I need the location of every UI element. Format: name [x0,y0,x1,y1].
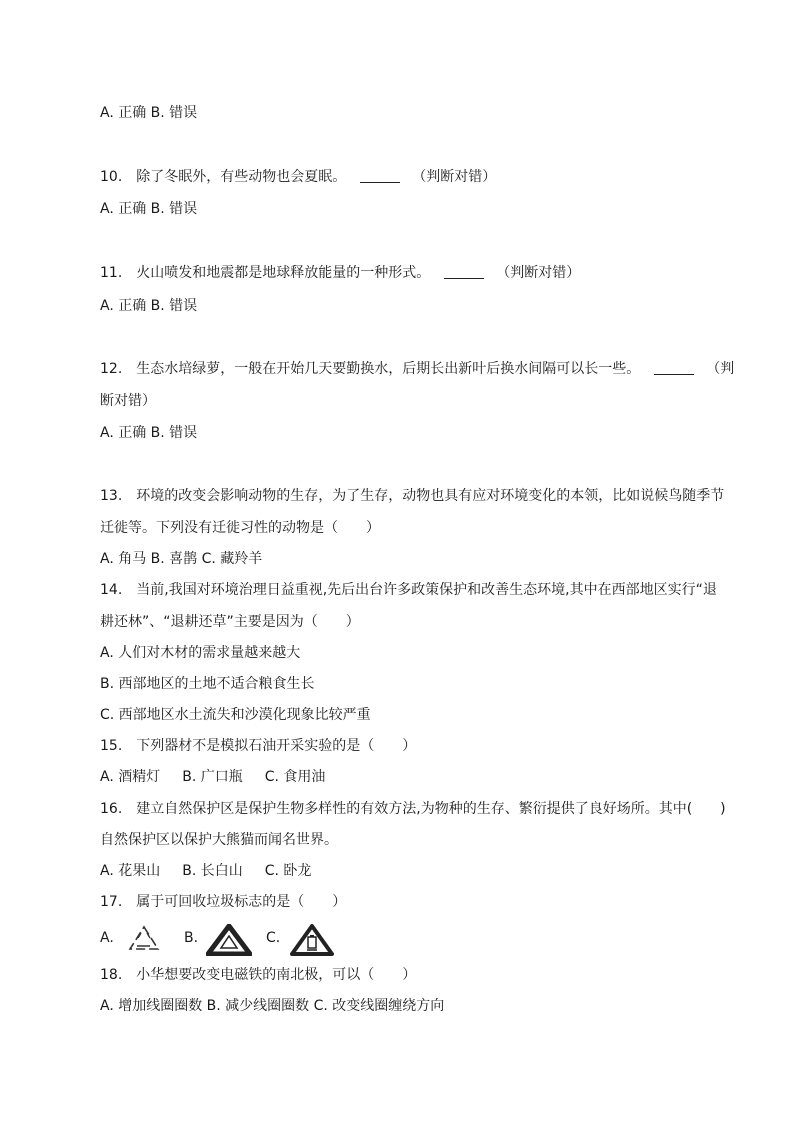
question-number: 14. [100,582,123,598]
q17-option-b: B. [184,930,199,946]
battery-recycle-icon [290,924,334,956]
question-number: 15. [100,738,123,754]
question-10 [100,167,496,187]
q15-options [100,767,325,787]
recycle-solid-icon [206,924,252,956]
q15-option-b: B. 广口瓶 [182,769,243,785]
answer-blank[interactable] [444,264,484,279]
question-17 [100,892,346,912]
question-16-line2: 自然保护区以保护大熊猫而闻名世界。 [100,832,338,848]
question-13-line2: 迁徙等。下列没有迁徙习性的动物是（ ） [100,520,380,536]
q16-option-c: C. 卧龙 [264,863,312,879]
question-11 [100,263,580,283]
question-number: 11. [100,265,123,281]
q17-option-a: A. [100,930,114,946]
question-14-line2: 耕还林”、“退耕还草”主要是因为（ ） [100,614,360,630]
question-text: 环境的改变会影响动物的生存，为了生存，动物也具有应对环境变化的本领，比如说候鸟随季节 [136,488,725,504]
q16-options [100,861,311,881]
q12-options: A. 正确 B. 错误 [100,425,198,441]
q16-option-a: A. 花果山 [100,863,161,879]
q16-option-b: B. 长白山 [182,863,243,879]
q9-options: A. 正确 B. 错误 [100,105,198,121]
recycle-outline-icon [126,924,162,952]
question-suffix: （判断对错） [496,265,581,281]
q15-option-a: A. 酒精灯 [100,769,161,785]
answer-blank[interactable] [360,168,400,183]
question-16 [100,799,726,819]
q14-option-c: C. 西部地区水土流失和沙漠化现象比较严重 [100,707,371,723]
question-text: 小华想要改变电磁铁的南北极，可以（ ） [136,967,417,983]
q15-option-c: C. 食用油 [264,769,326,785]
question-number: 12. [100,361,123,377]
question-text: 下列器材不是模拟石油开采实验的是（ ） [136,738,417,754]
q11-options: A. 正确 B. 错误 [100,298,198,314]
question-number: 17. [100,894,123,910]
q17-option-c: C. [266,930,281,946]
question-text: 属于可回收垃圾标志的是（ ） [136,894,347,910]
question-12 [100,359,734,379]
question-13 [100,486,724,506]
question-text: 生态水培绿萝，一般在开始几天要勤换水，后期长出新叶后换水间隔可以长一些。 [136,361,641,377]
question-text: 建立自然保护区是保护生物多样性的有效方法,为物种的生存、繁衍提供了良好场所。其中( ) [136,801,726,817]
question-18 [100,965,416,985]
question-suffix: （判断对错） [412,169,497,185]
q13-options: A. 角马 B. 喜鹊 C. 藏羚羊 [100,551,263,567]
q10-options: A. 正确 B. 错误 [100,201,198,217]
question-15 [100,736,416,756]
question-12-line2: 断对错） [100,393,156,409]
question-number: 18. [100,967,123,983]
question-text: 除了冬眠外，有些动物也会夏眠。 [136,169,347,185]
question-text: 火山喷发和地震都是地球释放能量的一种形式。 [136,265,431,281]
q18-options: A. 增加线圈圈数 B. 减少线圈圈数 C. 改变线圈缠绕方向 [100,998,445,1014]
question-number: 13. [100,488,123,504]
answer-blank[interactable] [654,360,694,375]
question-text: 当前,我国对环境治理日益重视,先后出台许多政策保护和改善生态环境,其中在西部地区实行“退 [136,582,717,598]
question-number: 16. [100,801,123,817]
q17-options [100,928,360,950]
q14-option-b: B. 西部地区的土地不适合粮食生长 [100,676,315,692]
q14-option-a: A. 人们对木材的需求量越来越大 [100,645,301,661]
question-suffix: （判 [706,361,735,377]
question-14 [100,580,717,600]
question-number: 10. [100,169,123,185]
